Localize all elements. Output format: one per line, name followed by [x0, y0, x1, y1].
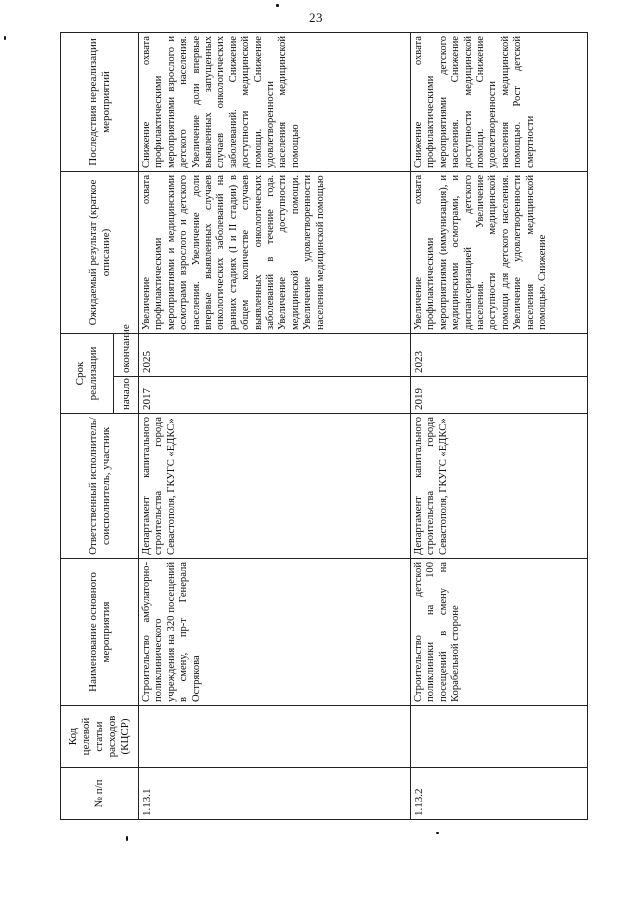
header-name: Наименование основного мероприятия: [61, 559, 139, 706]
row-consequences: Снижение охвата профилактическими мероприятиями детского населения. Снижение доступности медицинской помощи. Снижение удовлетворенности населения медицинской помощью. Рост детской смертности: [411, 32, 588, 171]
row-result: Увеличение охвата профилактическими мероприятиями (иммунизация), и медицинскими осмотрами, и диспансеризацией детского населения. Увеличение доступности медицинской помощи для детского населения. Увеличение удовлетворенности населения медицинской помощью. Снижение: [411, 171, 588, 333]
header-period: Срок реализации: [61, 333, 114, 413]
scan-speck: [276, 4, 279, 7]
header-start: начало: [114, 377, 139, 414]
row-result: Увеличение охвата профилактическими мероприятиями и медицинскими осмотрами взрослого и детского населения. Увеличение доли впервые выявленных случаев онкологических заболеваний на ранних стадиях (I и II стадии) в общем количестве случаев выявленных онкологических заболеваний в течение года. Увеличение доступности медицинской помощи. Увеличение удовлетворенности населения медицинской помощью: [139, 171, 411, 333]
row-start: 2017: [139, 377, 411, 414]
row-executor: Департамент капитального строительства города Севастополя, ГКУГС «ЕДКС»: [139, 414, 411, 559]
row-end: 2023: [411, 333, 588, 376]
measures-table: [60, 32, 588, 820]
row-num: 1.13.2: [411, 768, 588, 820]
row-executor: Департамент капитального строительства города Севастополя, ГКУГС «ЕДКС»: [411, 414, 588, 559]
header-end: окончание: [114, 333, 139, 376]
page-number: 23: [309, 10, 323, 25]
table-row: [411, 32, 588, 819]
table-row: [139, 32, 411, 819]
scan-speck: [126, 836, 128, 841]
scan-speck: [436, 832, 439, 834]
header-consequences: Последствия нереализации мероприятий: [61, 32, 139, 171]
row-consequences: Снижение охвата профилактическими мероприятиями взрослого и детского населения. Увеличение доли впервые выявленных запущенных случаев онкологических заболеваний. Снижение доступности медицинской помощи. Снижение удовлетворенности населения медицинской помощью: [139, 32, 411, 171]
row-code: [411, 706, 588, 768]
header-row: [61, 32, 114, 819]
row-name: Строительство амбулаторно-поликлинического учреждения на 320 посещений в смену, пр-т Генерала Острякова: [139, 559, 411, 706]
rotated-table-container: [60, 33, 588, 820]
header-num: № п/п: [61, 768, 139, 820]
row-num: 1.13.1: [139, 768, 411, 820]
row-end: 2025: [139, 333, 411, 376]
row-code: [139, 706, 411, 768]
header-result: Ожидаемый результат (краткое описание): [61, 171, 139, 333]
scan-speck: [4, 36, 6, 40]
row-start: 2019: [411, 377, 588, 414]
row-name: Строительство детской поликлиники на 100 посещений в смену на Корабельной стороне: [411, 559, 588, 706]
header-code: Код целевой статьи расходов (КЦСР): [61, 706, 139, 768]
header-executor: Ответственный исполнитель/соисполнитель, участник: [61, 414, 139, 559]
